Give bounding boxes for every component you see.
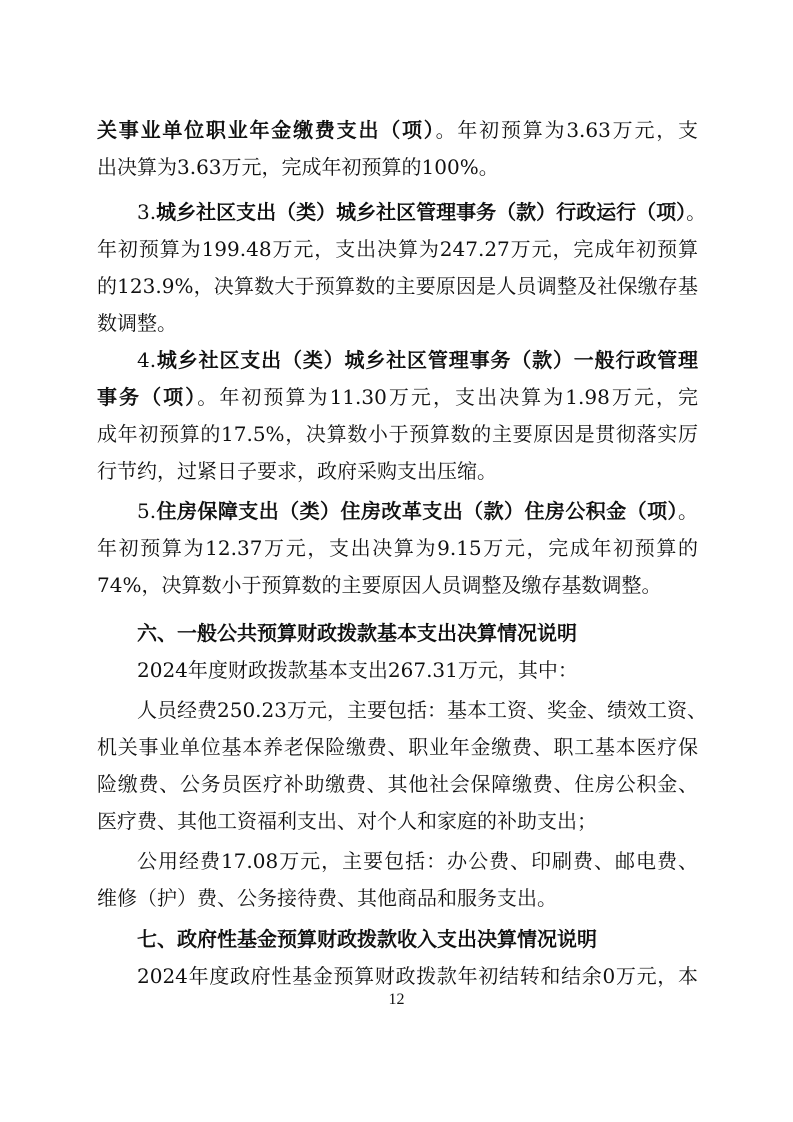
page-number: 12: [388, 991, 405, 1008]
paragraph-line: [97, 234, 698, 264]
paragraph-line: [97, 419, 698, 449]
line-text: 人员经费250.23万元，主要包括：基本工资、奖金、绩效工资、: [137, 698, 707, 722]
item-number: 5.: [137, 499, 157, 523]
paragraph-line: [97, 769, 698, 799]
line-text: 行节约，过紧日子要求，政府采购支出压缩。: [97, 459, 497, 483]
bold-item-title: 关事业单位职业年金缴费支出（项）: [97, 118, 436, 142]
item-number: 4.: [137, 348, 157, 372]
paragraph-line: [97, 271, 698, 301]
line-text: 。: [678, 499, 698, 523]
line-text: 公用经费17.08万元，主要包括：办公费、印刷费、邮电费、: [137, 849, 698, 873]
paragraph-line: [137, 345, 698, 375]
line-text: 年初预算为199.48万元，支出决算为247.27万元，完成年初预算: [97, 237, 698, 261]
line-text: 74%，决算数小于预算数的主要原因人员调整及缴存基数调整。: [97, 573, 662, 597]
item-number: 3.: [137, 200, 157, 224]
line-text: 。: [686, 200, 707, 224]
paragraph-line: [97, 115, 698, 145]
line-text: 出决算为3.63万元，完成年初预算的100%。: [97, 155, 499, 179]
line-text: 成年初预算的17.5%，决算数小于预算数的主要原因是贯彻落实厉: [97, 422, 698, 446]
section-heading: 七、政府性基金预算财政拨款收入支出决算情况说明: [137, 927, 597, 951]
line-text: 机关事业单位基本养老保险缴费、职业年金缴费、职工基本医疗保: [97, 735, 698, 759]
paragraph-line: [137, 961, 698, 991]
line-text: 医疗费、其他工资福利支出、对个人和家庭的补助支出；: [97, 809, 597, 833]
paragraph-line: [97, 456, 698, 486]
paragraph-line: [97, 308, 698, 338]
line-text: 。年初预算为3.63万元，支: [435, 118, 699, 142]
bold-item-title: 事务（项）: [97, 385, 198, 409]
bold-item-title: 住房保障支出（类）住房改革支出（款）住房公积金（项）: [156, 499, 678, 523]
paragraph-line: [137, 695, 707, 725]
paragraph-line: [137, 197, 707, 227]
line-text: 2024年度财政拨款基本支出267.31万元，其中：: [137, 658, 578, 682]
line-text: 。年初预算为11.30万元，支出决算为1.98万元，完: [197, 385, 699, 409]
line-text: 险缴费、公务员医疗补助缴费、其他社会保障缴费、住房公积金、: [97, 772, 698, 796]
paragraph-line: [137, 496, 698, 526]
paragraph-line: [97, 806, 698, 836]
paragraph-line: [97, 732, 698, 762]
line-text: 数调整。: [97, 311, 177, 335]
line-text: 2024年度政府性基金预算财政拨款年初结转和结余0万元，本: [137, 964, 698, 988]
line-text: 维修（护）费、公务接待费、其他商品和服务支出。: [97, 886, 557, 910]
paragraph-line: [137, 655, 698, 685]
paragraph-line: [97, 152, 698, 182]
line-text: 年初预算为12.37万元，支出决算为9.15万元，完成年初预算的: [97, 536, 698, 560]
paragraph-line: [97, 883, 698, 913]
section-heading: 六、一般公共预算财政拨款基本支出决算情况说明: [137, 621, 577, 645]
bold-item-title: 城乡社区支出（类）城乡社区管理事务（款）行政运行（项）: [156, 200, 687, 224]
line-text: 的123.9%，决算数大于预算数的主要原因是人员调整及社保缴存基: [97, 274, 698, 298]
paragraph-line: [97, 382, 698, 412]
paragraph-line: [137, 846, 698, 876]
bold-item-title: 城乡社区支出（类）城乡社区管理事务（款）一般行政管理: [156, 348, 698, 372]
paragraph-line: [97, 533, 698, 563]
paragraph-line: [97, 570, 698, 600]
